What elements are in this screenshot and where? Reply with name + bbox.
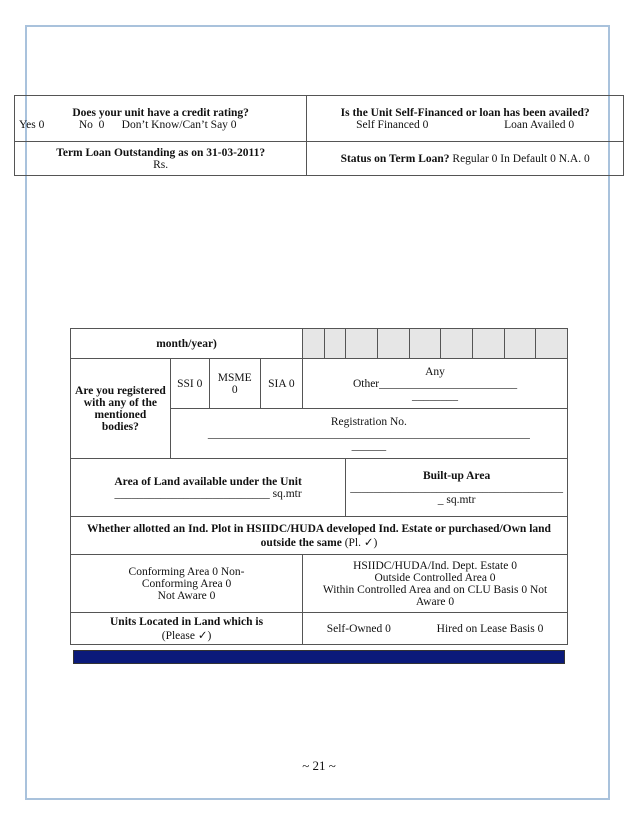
self-owned-option[interactable]: Self-Owned 0 <box>326 622 391 635</box>
date-box[interactable] <box>324 329 346 359</box>
date-box[interactable] <box>504 329 536 359</box>
section-divider-bar <box>73 650 565 664</box>
credit-rating-question: Does your unit have a credit rating? <box>72 106 249 119</box>
date-box[interactable] <box>472 329 504 359</box>
built-up-line: _____________________________________ <box>350 481 563 494</box>
registered-question: Are you registered with any of the mentioned bodies? <box>71 359 171 459</box>
conforming-area-cell[interactable] <box>71 555 303 613</box>
status-options[interactable]: Regular 0 In Default 0 N.A. 0 <box>452 152 590 165</box>
msme-value: 0 <box>231 383 238 396</box>
date-box[interactable] <box>409 329 441 359</box>
other-label: Other________________________ <box>352 377 518 390</box>
allotment-question: Whether allotted an Ind. Plot in HSIIDC/HUDA developed Ind. Estate or purchased/Own land outside the same <box>87 522 551 549</box>
self-financed-question: Is the Unit Self-Financed or loan has been availed? <box>340 106 590 119</box>
conforming-line1: Conforming Area 0 Non- <box>128 565 245 578</box>
date-box[interactable] <box>377 329 409 359</box>
credit-rating-cell <box>15 96 307 142</box>
msme-option[interactable] <box>209 359 260 409</box>
month-year-cell: month/year) <box>71 329 303 359</box>
allotment-tick-hint: (Pl. ✓) <box>344 536 378 549</box>
land-area-question: Area of Land available under the Unit <box>114 475 302 488</box>
credit-rating-options[interactable]: Yes 0 No 0 Don’t Know/Can’t Say 0 <box>19 118 237 131</box>
date-box[interactable] <box>536 329 568 359</box>
other-any-label: Any <box>425 365 445 378</box>
term-loan-rs[interactable]: Rs. <box>153 158 169 171</box>
registration-no-label: Registration No. <box>330 415 407 428</box>
page-number: ~ 21 ~ <box>302 758 336 773</box>
hsiidc-line2: Outside Controlled Area 0 <box>374 571 496 584</box>
land-area-cell[interactable] <box>71 459 346 517</box>
date-box[interactable] <box>441 329 473 359</box>
hired-option[interactable]: Hired on Lease Basis 0 <box>436 622 544 635</box>
built-up-cell[interactable] <box>346 459 568 517</box>
registration-no-line: ________________________________________________________ <box>207 427 530 440</box>
ownership-cell[interactable] <box>303 613 568 645</box>
other-option[interactable] <box>303 359 568 409</box>
land-area-line: ___________________________ sq.mtr <box>114 487 302 500</box>
hsiidc-cell[interactable] <box>303 555 568 613</box>
built-up-unit: _ sq.mtr <box>437 493 476 506</box>
date-box[interactable] <box>303 329 325 359</box>
conforming-line2: Conforming Area 0 <box>141 577 232 590</box>
term-loan-question: Term Loan Outstanding as on 31-03-2011? <box>56 146 266 159</box>
units-located-cell <box>71 613 303 645</box>
units-located-question: Units Located in Land which is <box>110 615 264 628</box>
credit-table <box>14 95 624 176</box>
status-cell <box>307 142 624 176</box>
ssi-option[interactable]: SSI 0 <box>170 359 209 409</box>
hsiidc-line4: Aware 0 <box>415 595 455 608</box>
hsiidc-line1: HSIIDC/HUDA/Ind. Dept. Estate 0 <box>353 559 517 572</box>
self-financed-cell <box>307 96 624 142</box>
status-question: Status on Term Loan? <box>340 152 450 165</box>
date-box[interactable] <box>346 329 378 359</box>
registration-table <box>70 328 568 645</box>
registration-no-cell[interactable] <box>170 409 567 459</box>
units-located-hint: (Please ✓) <box>161 629 212 642</box>
registration-no-line2: ______ <box>351 439 387 452</box>
msme-label: MSME <box>217 371 252 384</box>
self-financed-option[interactable]: Self Financed 0 <box>356 118 429 131</box>
other-line: ________ <box>412 389 459 402</box>
conforming-line3: Not Aware 0 <box>157 589 216 602</box>
sia-option[interactable]: SIA 0 <box>260 359 302 409</box>
hsiidc-line3: Within Controlled Area and on CLU Basis 0 Not <box>322 583 548 596</box>
loan-availed-option[interactable]: Loan Availed 0 <box>504 118 575 131</box>
term-loan-cell <box>15 142 307 176</box>
allotment-question-cell <box>71 517 568 555</box>
built-up-label: Built-up Area <box>422 469 491 482</box>
